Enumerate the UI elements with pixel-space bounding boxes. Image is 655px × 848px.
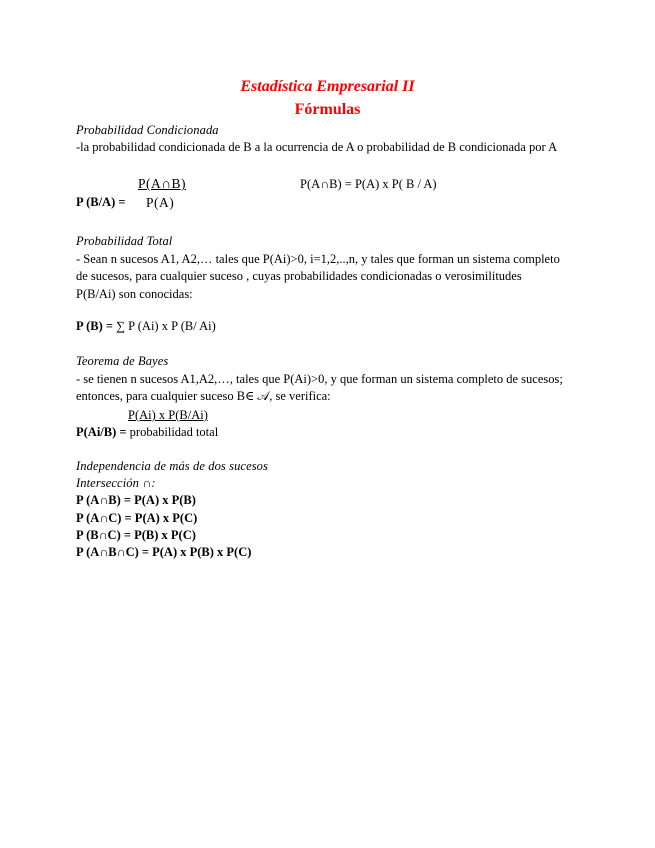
conditional-denominator: P(A) — [146, 195, 175, 210]
bayes-description-line-2: entonces, para cualquier suceso B∈ 𝒜, se verifica: — [76, 389, 331, 403]
bayes-formula-lhs: P(Ai/B) = — [76, 425, 127, 439]
independence-formula-abc: P (A∩B∩C) = P(A) x P(B) x P(C) — [76, 545, 252, 559]
section-heading-independence: Independencia de más de dos sucesos — [76, 459, 268, 473]
total-description-line-1: - Sean n sucesos A1, A2,… tales que P(Ai)>0, i=1,2,..,n, y tales que forman un sistema completo — [76, 252, 560, 266]
conditional-lhs: P (B/A) = — [76, 195, 126, 209]
bayes-formula — [76, 424, 218, 441]
section-heading-total: Probabilidad Total — [76, 234, 173, 248]
independence-formula-ac: P (A∩C) = P(A) x P(C) — [76, 511, 198, 525]
conditional-numerator: P(A∩B) — [138, 176, 187, 191]
total-formula-lhs: P (B) = — [76, 319, 113, 333]
bayes-numerator: P(Ai) x P(B/Ai) — [128, 408, 208, 422]
total-formula — [76, 318, 216, 335]
section-heading-bayes: Teorema de Bayes — [76, 354, 169, 368]
total-description-line-3: P(B/Ai) son conocidas: — [76, 287, 193, 301]
document-subtitle: Fórmulas — [294, 101, 361, 118]
independence-formula-bc: P (B∩C) = P(B) x P(C) — [76, 528, 196, 542]
bayes-description-line-1: - se tienen n sucesos A1,A2,…, tales que P(Ai)>0, y que forman un sistema completo de sucesos; — [76, 372, 563, 386]
independence-formula-ab: P (A∩B) = P(A) x P(B) — [76, 493, 196, 507]
intersection-subheading: Intersección ∩: — [76, 476, 156, 490]
bayes-formula-rhs: probabilidad total — [126, 425, 219, 439]
total-description-line-2: de sucesos, para cualquier suceso , cuyas probabilidades condicionadas o verosimilitudes — [76, 269, 522, 283]
document-title: Estadística Empresarial II — [240, 78, 415, 95]
conditional-formula-right: P(A∩B) = P(A) x P( B / A) — [300, 177, 437, 191]
conditional-description: -la probabilidad condicionada de B a la ocurrencia de A o probabilidad de B condicionada por A — [76, 140, 558, 154]
total-formula-rhs: ∑ P (Ai) x P (B/ Ai) — [112, 319, 216, 333]
section-heading-conditional: Probabilidad Condicionada — [76, 123, 219, 137]
